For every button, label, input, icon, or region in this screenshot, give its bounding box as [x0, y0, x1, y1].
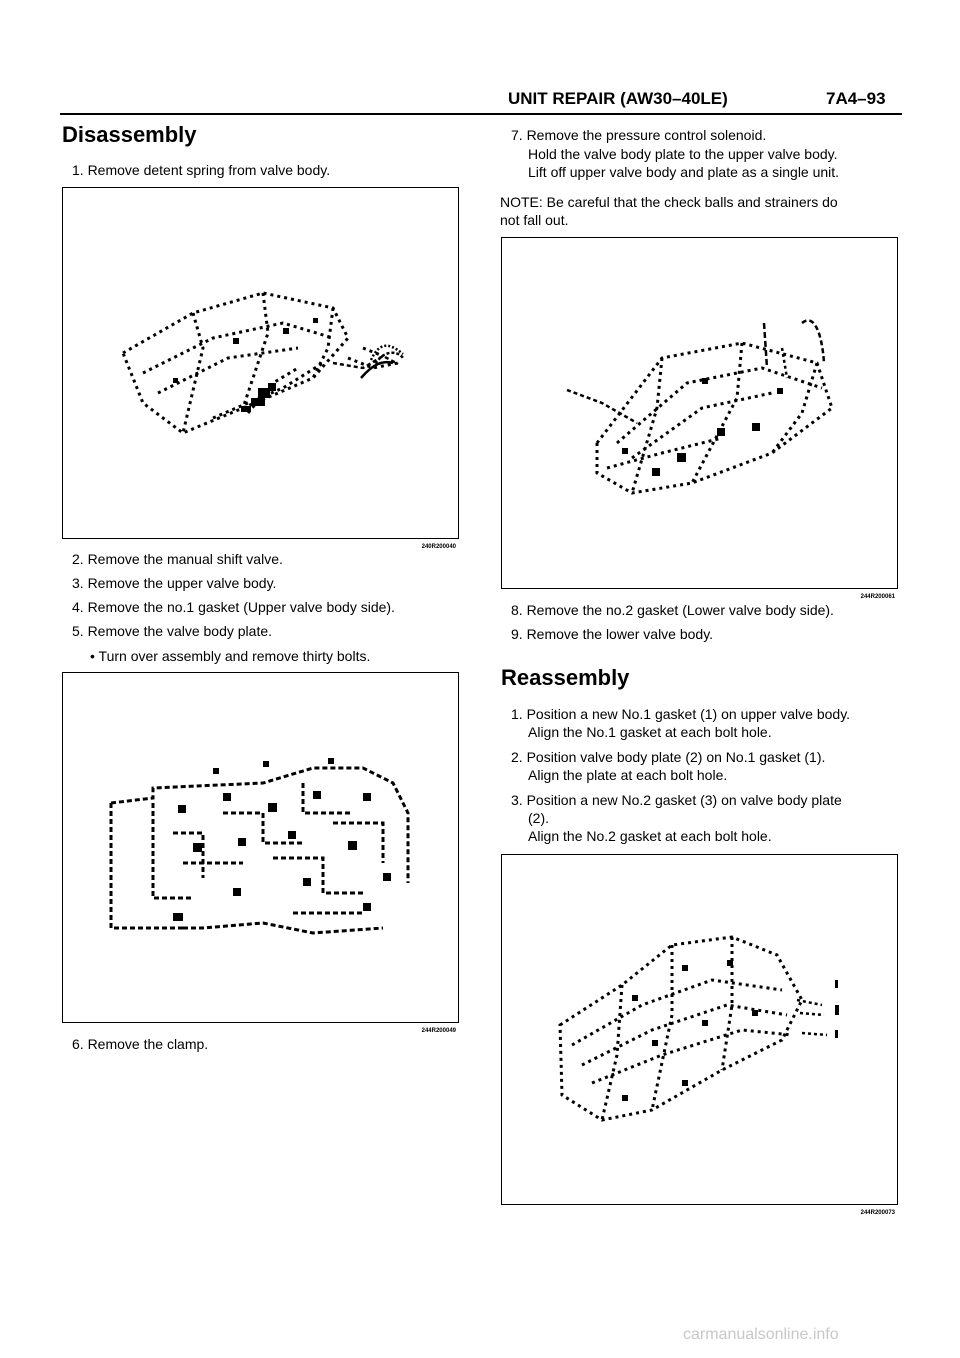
figure-code: 244R200061 [860, 594, 895, 600]
reassembly-heading: Reassembly [501, 665, 630, 690]
step-7-line-2: Hold the valve body plate to the upper valve body. [528, 146, 838, 162]
step-6: 6. Remove the clamp. [72, 1036, 209, 1052]
page-number: 7A4–93 [826, 89, 886, 108]
reassembly-step-3: 3. Position a new No.2 gasket (3) on valve body plate [511, 792, 842, 808]
gasket-assembly-illustration [502, 855, 899, 1206]
page-header-title: UNIT REPAIR (AW30–40LE) [508, 89, 728, 108]
footer-watermark[interactable]: carmanualsonline.info [683, 1326, 839, 1343]
valve-body-illustration [63, 188, 460, 540]
reassembly-step-1: 1. Position a new No.1 gasket (1) on upper valve body. [511, 706, 851, 722]
reassembly-step-2-line-2: Align the plate at each bolt hole. [528, 767, 728, 783]
reassembly-step-3-line-3: Align the No.2 gasket at each bolt hole. [528, 828, 772, 844]
note-line-2: not fall out. [500, 212, 569, 228]
reassembly-step-3-line-2: (2). [528, 810, 549, 826]
figure-code: 244R200049 [421, 1028, 456, 1034]
valve-body-plate-illustration [63, 673, 460, 1024]
step-2: 2. Remove the manual shift valve. [72, 551, 283, 567]
upper-valve-body-illustration [502, 238, 899, 590]
figure-upper-valve-body [501, 237, 898, 600]
figure-valve-body-plate [62, 672, 459, 1034]
step-4: 4. Remove the no.1 gasket (Upper valve body side). [72, 599, 395, 615]
figure-gasket-assembly [501, 854, 898, 1216]
header-divider [60, 113, 902, 115]
step-7: 7. Remove the pressure control solenoid. [511, 127, 767, 143]
disassembly-heading: Disassembly [62, 122, 197, 147]
step-8: 8. Remove the no.2 gasket (Lower valve body side). [511, 602, 834, 618]
step-1: 1. Remove detent spring from valve body. [72, 162, 331, 178]
step-5-bullet: • Turn over assembly and remove thirty bolts. [90, 648, 371, 664]
step-7-line-3: Lift off upper valve body and plate as a single unit. [528, 164, 840, 180]
step-9: 9. Remove the lower valve body. [511, 626, 714, 642]
reassembly-step-2: 2. Position valve body plate (2) on No.1 gasket (1). [511, 749, 826, 765]
step-5: 5. Remove the valve body plate. [72, 623, 273, 639]
figure-code: 244R200073 [860, 1210, 895, 1216]
step-3: 3. Remove the upper valve body. [72, 575, 277, 591]
figure-code: 240R200040 [421, 544, 456, 550]
figure-detent-spring [62, 187, 459, 550]
reassembly-step-1-line-2: Align the No.1 gasket at each bolt hole. [528, 724, 772, 740]
note-line-1: NOTE: Be careful that the check balls and strainers do [500, 194, 838, 210]
